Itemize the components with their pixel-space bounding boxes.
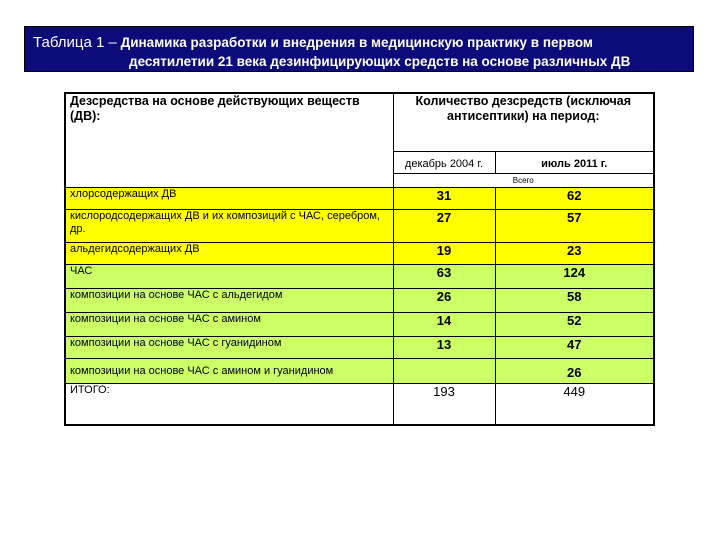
row-value-2011: 23 (495, 242, 654, 264)
row-value-2004: 26 (393, 288, 495, 312)
row-value-2011: 58 (495, 288, 654, 312)
table-row (65, 264, 654, 288)
title-text-1: Динамика разработки и внедрения в медицинскую практику в первом (120, 35, 593, 50)
header-period-2004: декабрь 2004 г. (393, 151, 495, 173)
row-label: ЧАС (65, 264, 393, 288)
total-value-2011: 449 (495, 383, 654, 425)
row-label: композиции на основе ЧАС с амином (65, 312, 393, 336)
row-value-2011: 47 (495, 336, 654, 358)
row-value-2004 (393, 358, 495, 383)
header-total: Всего (393, 173, 654, 187)
header-active-substances: Дезсредства на основе действующих веществ (ДВ): (65, 93, 393, 187)
row-value-2011: 52 (495, 312, 654, 336)
table-row (65, 312, 654, 336)
title-banner (24, 26, 694, 72)
table-row (65, 187, 654, 209)
row-value-2011: 26 (495, 358, 654, 383)
total-row (65, 383, 654, 425)
row-label: кислородсодержащих ДВ и их композиций с ЧАС, серебром, др. (65, 209, 393, 242)
row-label: композиции на основе ЧАС с гуанидином (65, 336, 393, 358)
row-label: хлорсодержащих ДВ (65, 187, 393, 209)
row-value-2004: 13 (393, 336, 495, 358)
row-value-2004: 31 (393, 187, 495, 209)
row-value-2011: 57 (495, 209, 654, 242)
header-quantity: Количество дезсредств (исключая антисептики) на период: (393, 93, 654, 151)
header-period-2011: июль 2011 г. (495, 151, 654, 173)
row-value-2004: 27 (393, 209, 495, 242)
row-label: композиции на основе ЧАС с амином и гуанидином (65, 358, 393, 383)
total-label: ИТОГО: (65, 383, 393, 425)
table-row (65, 358, 654, 383)
disinfectants-table (64, 92, 655, 426)
row-value-2011: 124 (495, 264, 654, 288)
title-line-2: десятилетии 21 века дезинфицирующих средств на основе различных ДВ (129, 54, 631, 69)
row-value-2004: 63 (393, 264, 495, 288)
table-number: Таблица 1 – (33, 34, 117, 51)
row-label: композиции на основе ЧАС с альдегидом (65, 288, 393, 312)
row-value-2011: 62 (495, 187, 654, 209)
table-row (65, 209, 654, 242)
table-row (65, 242, 654, 264)
row-value-2004: 19 (393, 242, 495, 264)
table-row (65, 288, 654, 312)
total-value-2004: 193 (393, 383, 495, 425)
title-line-1 (33, 34, 593, 51)
row-label: альдегидсодержащих ДВ (65, 242, 393, 264)
row-value-2004: 14 (393, 312, 495, 336)
table-row (65, 336, 654, 358)
